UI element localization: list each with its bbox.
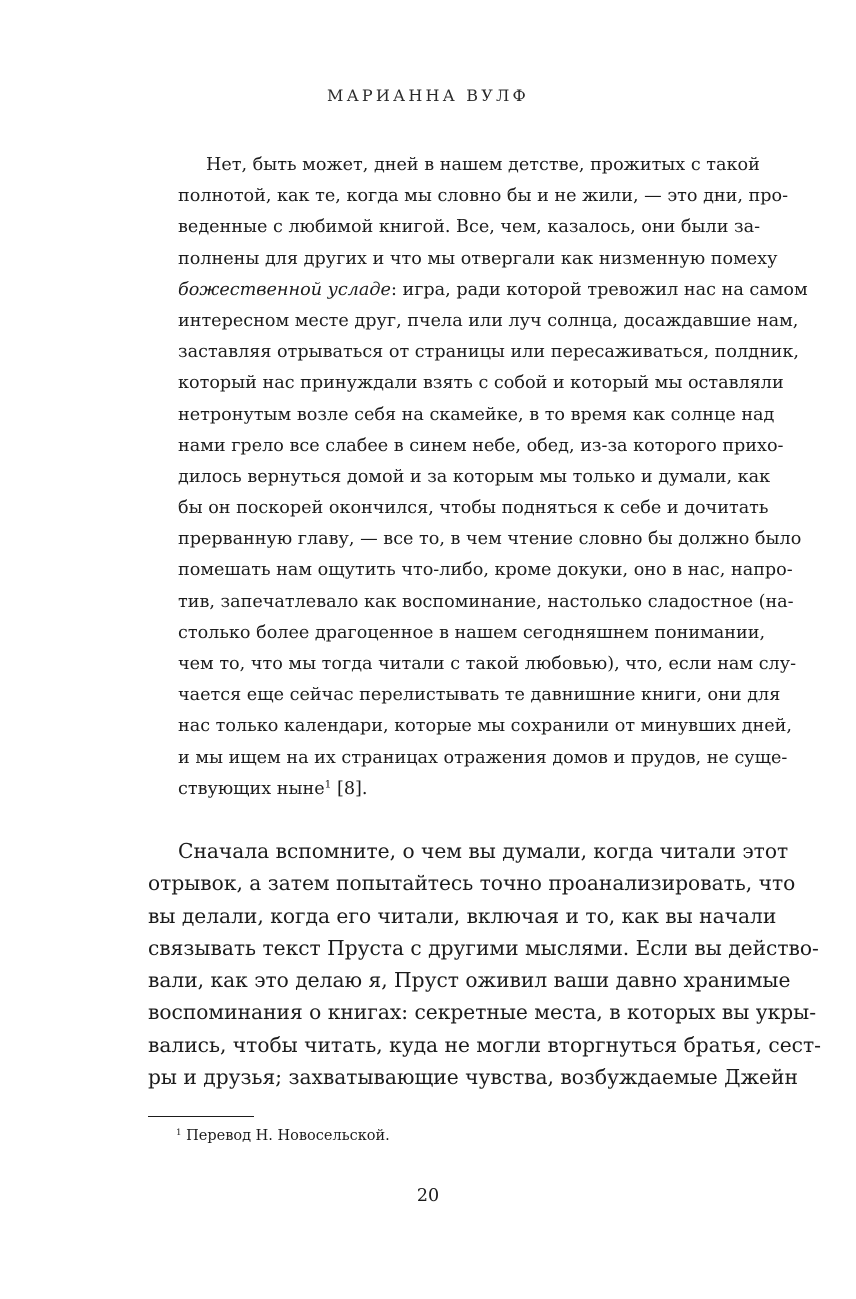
quote-line: помешать нам ощутить что-либо, кроме докуки, оно в нас, напро- [178, 560, 793, 581]
quote-line-rest: : игра, ради которой тревожил нас на самом [390, 279, 808, 300]
quote-line: нас только календари, которые мы сохранили от минувших дней, [178, 716, 792, 737]
quote-last-line [178, 774, 740, 805]
italic-phrase: божественной усладе [178, 279, 391, 300]
quote-line: веденные с любимой книгой. Все, чем, казалось, они были за- [178, 217, 761, 238]
quote-line: и мы ищем на их страницах отражения домов и прудов, не суще- [178, 747, 788, 768]
body-paragraph [148, 835, 821, 1093]
quote-line: чем то, что мы тогда читали с такой любовью), что, если нам слу- [178, 654, 797, 674]
quote-line: который нас принуждали взять с собой и который мы оставляли [178, 373, 784, 394]
page-number: 20 [416, 1186, 440, 1206]
footnote-text: Перевод Н. Новосельской. [181, 1128, 390, 1144]
body-line: вали, как это делаю я, Пруст оживил ваши давно хранимые [148, 968, 791, 993]
quote-line [178, 275, 808, 306]
proust-quote-block [178, 150, 808, 805]
quote-line: полнотой, как те, когда мы словно бы и не жили, — это дни, про- [178, 186, 789, 207]
quote-line: прерванную главу, — все то, в чем чтение словно бы должно было [178, 529, 802, 550]
quote-line: Нет, быть может, дней в нашем детстве, прожитых с такой [206, 155, 760, 175]
quote-line: чается еще сейчас перелистывать те давнишние книги, они для [178, 685, 781, 706]
body-line: вы делали, когда его читали, включая и то, как вы начали [148, 903, 777, 928]
body-line: вались, чтобы читать, куда не могли вторгнуться братья, сест- [148, 1032, 821, 1057]
quote-line: нетронутым возле себя на скамейке, в то время как солнце над [178, 404, 775, 425]
citation: [8]. [331, 778, 368, 799]
quote-line: интересном месте друг, пчела или луч солнца, досаждавшие нам, [178, 310, 799, 331]
footnote-reference: 1 [324, 778, 332, 791]
quote-line: дилось вернуться домой и за которым мы только и думали, как [178, 466, 771, 487]
running-head: МАРИАННА ВУЛФ [327, 86, 529, 105]
footnote [176, 1125, 390, 1147]
quote-last-line-text: ствующих ныне [178, 778, 325, 799]
quote-line: столько более драгоценное в нашем сегодняшнем понимании, [178, 622, 766, 643]
body-line: Сначала вспомните, о чем вы думали, когда читали этот [178, 839, 789, 863]
quote-line: бы он поскорей окончился, чтобы подняться к себе и дочитать [178, 498, 769, 519]
footnote-divider [148, 1116, 254, 1117]
body-line: связывать текст Пруста с другими мыслями. Если вы действо- [148, 935, 819, 960]
quote-line: полнены для других и что мы отвергали как низменную помеху [178, 248, 778, 269]
body-line: отрывок, а затем попытайтесь точно проанализировать, что [148, 871, 796, 896]
body-line: воспоминания о книгах: секретные места, в которых вы укры- [148, 1000, 817, 1025]
footnote-mark: 1 [176, 1127, 182, 1138]
quote-line: тив, запечатлевало как воспоминание, настолько сладостное (на- [178, 591, 794, 612]
quote-line: заставляя отрываться от страницы или пересаживаться, полдник, [178, 342, 799, 363]
quote-line: нами грело все слабее в синем небе, обед, из-за которого прихо- [178, 435, 784, 456]
body-line: ры и друзья; захватывающие чувства, возбуждаемые Джейн [148, 1065, 798, 1090]
